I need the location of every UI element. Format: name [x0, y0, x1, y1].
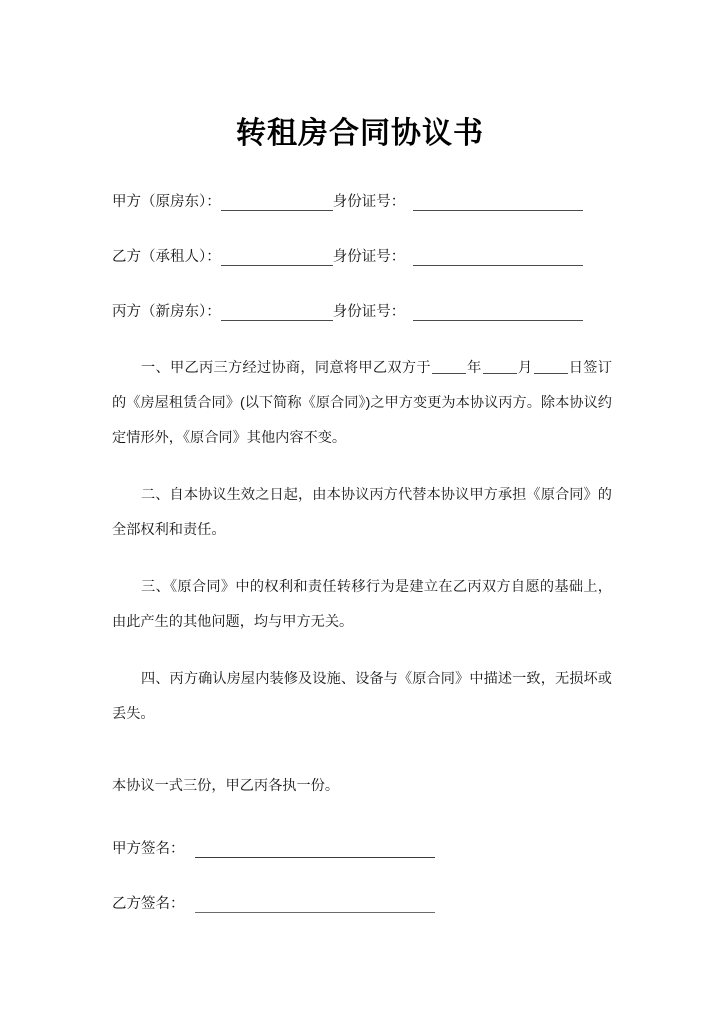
signature-label-jiafang: 甲方签名： — [112, 841, 185, 857]
party-id-field-jiafang[interactable] — [413, 195, 583, 211]
party-row-jiafang — [112, 183, 612, 211]
signature-label-yifang: 乙方签名： — [112, 896, 185, 912]
clause-four: 四、丙方确认房屋内装修及设施、设备与《原合同》中描述一致，无损坏或丢失。 — [112, 671, 612, 722]
contract-month-field[interactable] — [483, 359, 517, 374]
signature-row-jiafang — [112, 832, 532, 858]
clause-one-unit-year: 年 — [466, 360, 482, 376]
party-row-bingfang — [112, 293, 612, 321]
party-information-block — [112, 183, 612, 348]
party-name-field-bingfang[interactable] — [221, 305, 333, 321]
signature-block — [112, 832, 532, 942]
party-id-label-yifang: 身份证号： — [332, 249, 406, 265]
party-label-bingfang: 丙方（新房东）： — [112, 304, 221, 320]
clauses-block — [112, 351, 612, 754]
clause-two: 二、自本协议生效之日起，由本协议丙方代替本协议甲方承担《原合同》的全部权利和责任。 — [112, 487, 612, 538]
party-row-yifang — [112, 238, 612, 266]
signature-field-jiafang[interactable] — [195, 842, 435, 858]
party-label-jiafang: 甲方（原房东）： — [112, 194, 221, 210]
contract-year-field[interactable] — [432, 359, 466, 374]
clause-three: 三、《原合同》中的权利和责任转移行为是建立在乙丙双方自愿的基础上，由此产生的其他问题，均与甲方无关。 — [112, 579, 612, 630]
clause-one — [112, 351, 612, 456]
party-id-field-bingfang[interactable] — [413, 305, 583, 321]
signature-row-yifang — [112, 887, 532, 913]
page-title: 转租房合同协议书 — [236, 117, 484, 150]
clause-one-text-part-1: 一、甲乙丙三方经过协商，同意将甲乙双方于 — [141, 360, 431, 376]
party-id-label-jiafang: 身份证号： — [332, 194, 406, 210]
party-id-label-bingfang: 身份证号： — [332, 304, 406, 320]
signature-field-yifang[interactable] — [195, 897, 435, 913]
party-label-yifang: 乙方（承租人）： — [112, 249, 221, 265]
closing-statement: 本协议一式三份，甲乙丙各执一份。 — [112, 778, 340, 794]
clause-one-text-part-2: 日签订的《房屋租赁合同》(以下简称《原合同》)之甲方变更为本协议丙方。除本协议约定情形外，《原合同》其他内容不变。 — [112, 360, 612, 446]
party-id-field-yifang[interactable] — [413, 250, 583, 266]
party-name-field-yifang[interactable] — [221, 250, 333, 266]
contract-day-field[interactable] — [534, 359, 568, 374]
clause-one-unit-month: 月 — [517, 360, 533, 376]
party-name-field-jiafang[interactable] — [221, 195, 333, 211]
